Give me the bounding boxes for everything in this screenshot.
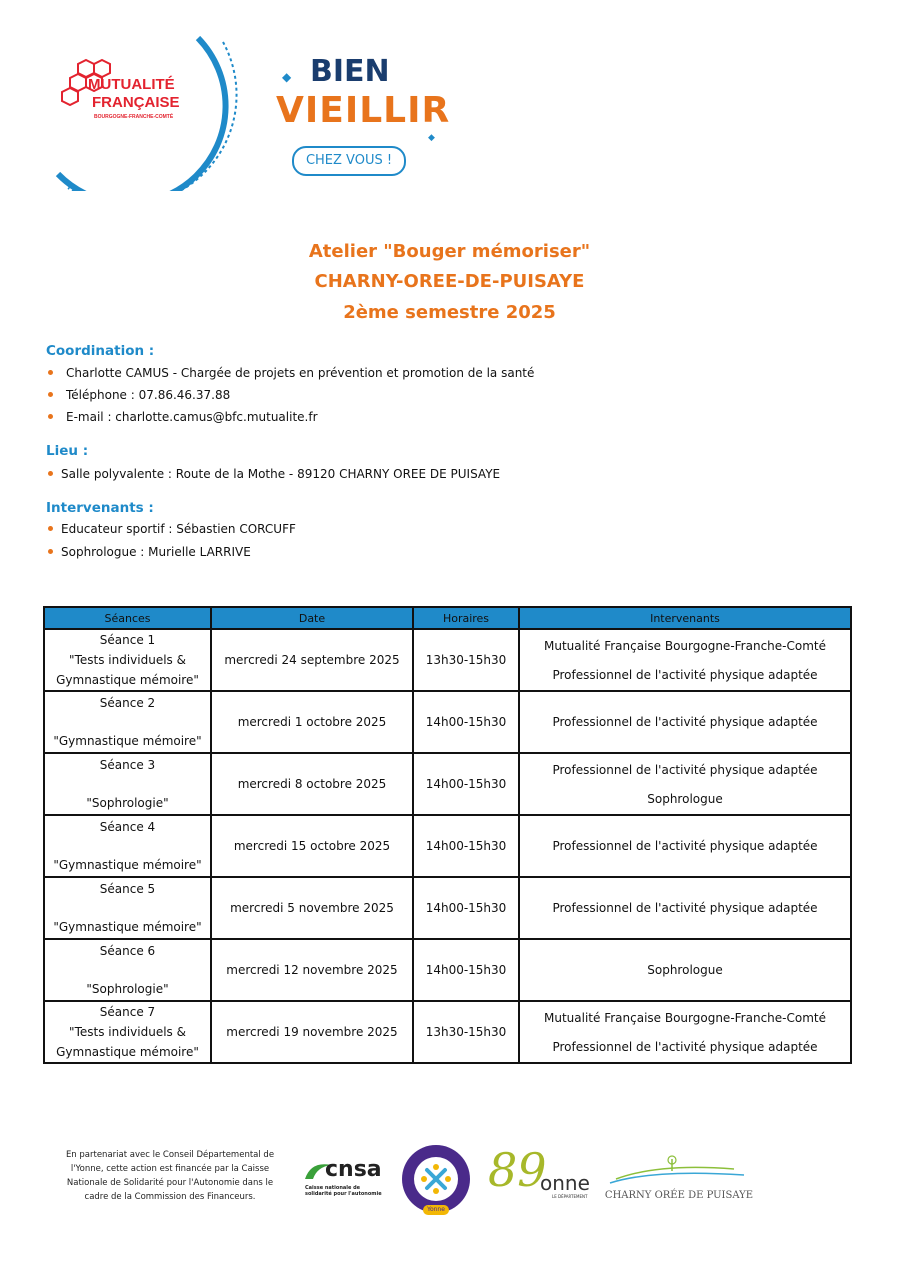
coordination-heading: Coordination :: [46, 343, 155, 359]
coordination-item: E-mail : charlotte.camus@bfc.mutualite.fr: [48, 410, 318, 424]
bien-label: BIEN: [310, 54, 390, 89]
table-row: [44, 877, 851, 939]
horaire-cell: 13h30-15h30: [413, 1001, 519, 1063]
intervenant-item: Educateur sportif : Sébastien CORCUFF: [48, 522, 296, 536]
schedule-table: [43, 606, 852, 1064]
horaire-cell: 14h00-15h30: [413, 753, 519, 815]
table-row: [44, 691, 851, 753]
page-title: Atelier "Bouger mémoriser": [308, 241, 591, 262]
mutualite-label: MUTUALITÉ: [88, 76, 175, 93]
date-cell: mercredi 19 novembre 2025: [211, 1001, 413, 1063]
intervenants-cell: Mutualité Française Bourgogne-Franche-Comté Professionnel de l'activité physique adaptée: [519, 1001, 851, 1063]
charny-oree-logo: CHARNY ORÉE DE PUISAYE: [604, 1155, 754, 1210]
intervenants-cell: Professionnel de l'activité physique adaptée Sophrologue: [519, 753, 851, 815]
date-cell: mercredi 15 octobre 2025: [211, 815, 413, 877]
table-row: [44, 1001, 851, 1063]
intervenants-cell: Mutualité Française Bourgogne-Franche-Comté Professionnel de l'activité physique adaptée: [519, 629, 851, 691]
footer-partnership-text: En partenariat avec le Conseil Départemental de l'Yonne, cette action est financée par la Caisse Nationale de Solidarité pour l'Autonomie dans le cadre de la Commission des Financeurs.: [65, 1150, 275, 1202]
seance-cell: Séance 5 "Gymnastique mémoire": [44, 877, 211, 939]
francaise-label: FRANÇAISE: [92, 94, 180, 111]
table-header-row: [44, 607, 851, 629]
intervenant-item: Sophrologue : Murielle LARRIVE: [48, 545, 251, 559]
col-header-horaires: Horaires: [413, 607, 519, 629]
page-subtitle-location: CHARNY-OREE-DE-PUISAYE: [314, 271, 585, 292]
col-header-date: Date: [211, 607, 413, 629]
seance-cell: Séance 6 "Sophrologie": [44, 939, 211, 1001]
date-cell: mercredi 12 novembre 2025: [211, 939, 413, 1001]
horaire-cell: 14h00-15h30: [413, 939, 519, 1001]
lieu-heading: Lieu :: [46, 443, 89, 459]
bien-vieillir-logo: [262, 52, 451, 182]
intervenants-cell: Professionnel de l'activité physique adaptée: [519, 815, 851, 877]
yonne-departement-logo: 89 onne LE DÉPARTEMENT: [488, 1143, 590, 1199]
chez-vous-badge: CHEZ VOUS !: [292, 146, 406, 176]
vieillir-label: VIEILLIR: [276, 90, 451, 131]
intervenants-cell: Professionnel de l'activité physique adaptée: [519, 877, 851, 939]
coordination-item: Charlotte CAMUS - Chargée de projets en prévention et promotion de la santé: [48, 366, 534, 380]
intervenants-heading: Intervenants :: [46, 500, 154, 516]
sparkle-icon: ◆: [282, 70, 292, 84]
table-row: [44, 753, 851, 815]
seance-cell: Séance 2 "Gymnastique mémoire": [44, 691, 211, 753]
conference-financeurs-logo: Yonne: [399, 1143, 473, 1217]
seance-cell: Séance 1 "Tests individuels & Gymnastique mémoire": [44, 629, 211, 691]
seance-cell: Séance 3 "Sophrologie": [44, 753, 211, 815]
page-subtitle-period: 2ème semestre 2025: [343, 302, 556, 323]
lieu-item: Salle polyvalente : Route de la Mothe - 89120 CHARNY OREE DE PUISAYE: [48, 467, 500, 481]
horaire-cell: 14h00-15h30: [413, 815, 519, 877]
sparkle-icon: ◆: [428, 132, 435, 142]
seance-cell: Séance 7 "Tests individuels & Gymnastique mémoire": [44, 1001, 211, 1063]
horaire-cell: 14h00-15h30: [413, 691, 519, 753]
date-cell: mercredi 8 octobre 2025: [211, 753, 413, 815]
horaire-cell: 14h00-15h30: [413, 877, 519, 939]
table-row: [44, 815, 851, 877]
mutualite-francaise-logo: [48, 36, 238, 191]
coordination-item: Téléphone : 07.86.46.37.88: [48, 388, 230, 402]
date-cell: mercredi 24 septembre 2025: [211, 629, 413, 691]
table-row: [44, 629, 851, 691]
cnsa-logo: cnsa Caisse nationale de solidarité pour l'autonomie: [305, 1157, 382, 1197]
region-label: BOURGOGNE-FRANCHE-COMTÉ: [94, 114, 174, 120]
date-cell: mercredi 1 octobre 2025: [211, 691, 413, 753]
col-header-intervenants: Intervenants: [519, 607, 851, 629]
horaire-cell: 13h30-15h30: [413, 629, 519, 691]
date-cell: mercredi 5 novembre 2025: [211, 877, 413, 939]
table-row: [44, 939, 851, 1001]
col-header-seances: Séances: [44, 607, 211, 629]
intervenants-cell: Professionnel de l'activité physique adaptée: [519, 691, 851, 753]
seance-cell: Séance 4 "Gymnastique mémoire": [44, 815, 211, 877]
intervenants-cell: Sophrologue: [519, 939, 851, 1001]
